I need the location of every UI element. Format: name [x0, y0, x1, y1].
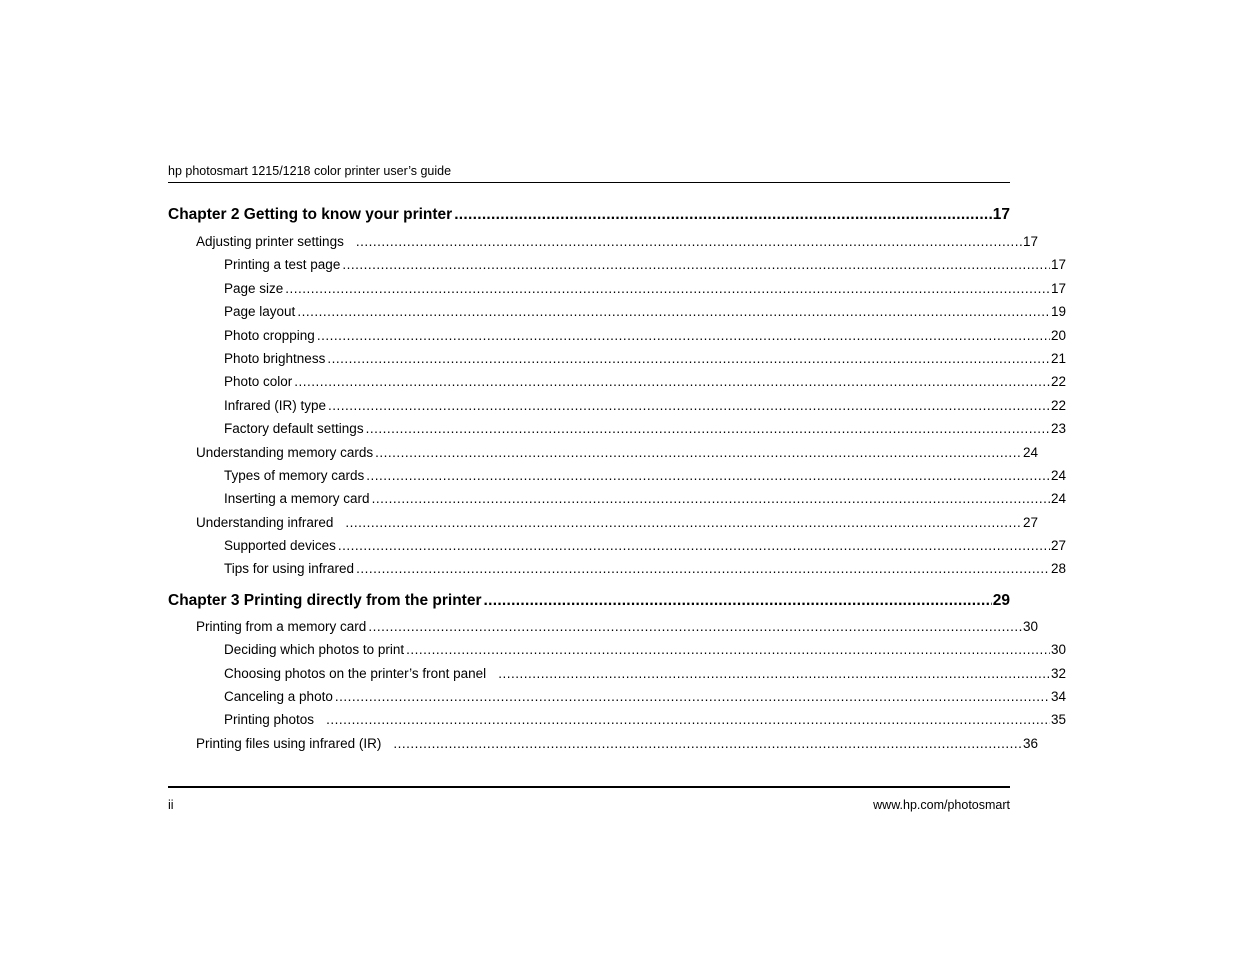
toc-leader [285, 277, 1050, 300]
toc-page-number: 36 [1022, 735, 1038, 751]
toc-leader [342, 253, 1050, 276]
header-rule [168, 182, 1010, 183]
toc-page-number: 24 [1050, 467, 1066, 483]
toc-leader [406, 638, 1050, 661]
toc-entry-label: Printing files using infrared (IR) [196, 735, 382, 751]
toc-entry-adjusting-printer-settings[interactable] [168, 230, 1038, 253]
toc-leader [375, 441, 1022, 464]
footer-url: www.hp.com/photosmart [873, 798, 1010, 812]
footer-rule [168, 786, 1010, 788]
toc-entry-label: Page layout [224, 304, 296, 320]
toc-entry-deciding-which-photos-to-print[interactable] [168, 638, 1066, 661]
toc-chapter-title: Chapter 3 Printing directly from the printer [168, 591, 482, 609]
toc-chapter-3[interactable] [168, 587, 1010, 615]
toc-entry-label: Types of memory cards [224, 467, 365, 483]
toc-leader [326, 708, 1050, 731]
toc-entry-page-size[interactable] [168, 277, 1066, 300]
table-of-contents [168, 200, 1066, 755]
toc-entry-types-of-memory-cards[interactable] [168, 464, 1066, 487]
toc-page-number: 32 [1050, 665, 1066, 681]
toc-leader [454, 200, 992, 230]
toc-entry-canceling-a-photo[interactable] [168, 685, 1066, 708]
toc-page-number: 24 [1050, 491, 1066, 507]
toc-entry-label: Canceling a photo [224, 689, 333, 705]
toc-entry-label: Printing a test page [224, 257, 341, 273]
toc-entry-label: Printing photos [224, 712, 315, 728]
toc-page-number: 17 [1022, 234, 1038, 249]
toc-page-number: 29 [992, 591, 1010, 609]
toc-page-number: 24 [1022, 444, 1038, 460]
toc-page-number: 28 [1050, 561, 1066, 577]
footer-page-number: ii [168, 798, 174, 812]
toc-leader [368, 615, 1022, 638]
running-header: hp photosmart 1215/1218 color printer user’s guide [168, 164, 452, 178]
toc-leader [294, 370, 1050, 393]
toc-entry-photo-cropping[interactable] [168, 324, 1066, 347]
toc-page-number: 22 [1050, 397, 1066, 413]
toc-entry-understanding-infrared[interactable] [168, 511, 1038, 534]
toc-page-number: 30 [1050, 642, 1066, 658]
toc-page-number: 17 [1050, 280, 1066, 296]
toc-leader [317, 324, 1050, 347]
toc-page-number: 30 [1022, 618, 1038, 634]
toc-entry-label: Infrared (IR) type [224, 397, 327, 413]
toc-entry-label: Factory default settings [224, 421, 364, 437]
toc-entry-label: Photo cropping [224, 327, 315, 343]
toc-page-number: 27 [1050, 538, 1066, 554]
toc-leader [366, 464, 1050, 487]
toc-leader [484, 587, 992, 615]
toc-page-number: 20 [1050, 327, 1066, 343]
toc-leader [345, 511, 1022, 534]
toc-entry-photo-brightness[interactable] [168, 347, 1066, 370]
toc-page-number: 17 [992, 206, 1010, 223]
toc-page-number: 34 [1050, 689, 1066, 705]
toc-leader [297, 300, 1050, 323]
toc-chapter-2[interactable] [168, 200, 1010, 230]
toc-entry-label: Photo color [224, 374, 293, 390]
toc-leader [393, 732, 1022, 755]
document-page [168, 0, 1066, 954]
toc-entry-label: Tips for using infrared [224, 561, 355, 577]
toc-entry-infrared-ir-type[interactable] [168, 394, 1066, 417]
toc-page-number: 19 [1050, 304, 1066, 320]
toc-entry-label: Inserting a memory card [224, 491, 370, 507]
toc-entry-choosing-photos-front-panel[interactable] [168, 662, 1066, 685]
toc-leader [356, 557, 1050, 580]
toc-entry-photo-color[interactable] [168, 370, 1066, 393]
toc-entry-supported-devices[interactable] [168, 534, 1066, 557]
toc-leader [335, 685, 1050, 708]
toc-page-number: 27 [1022, 514, 1038, 530]
toc-entry-label: Choosing photos on the printer’s front panel [224, 665, 487, 681]
toc-page-number: 21 [1050, 350, 1066, 366]
toc-entry-understanding-memory-cards[interactable] [168, 441, 1038, 464]
toc-entry-label: Supported devices [224, 538, 336, 554]
toc-entry-label: Deciding which photos to print [224, 642, 405, 658]
toc-entry-label: Adjusting printer settings [196, 234, 344, 249]
toc-entry-label: Understanding infrared [196, 514, 334, 530]
toc-entry-inserting-a-memory-card[interactable] [168, 487, 1066, 510]
toc-entry-tips-for-using-infrared[interactable] [168, 557, 1066, 580]
toc-page-number: 17 [1050, 257, 1066, 273]
toc-entry-printing-a-test-page[interactable] [168, 253, 1066, 276]
toc-leader [366, 417, 1050, 440]
toc-chapter-title: Chapter 2 Getting to know your printer [168, 206, 453, 223]
toc-entry-printing-files-using-infrared[interactable] [168, 732, 1038, 755]
toc-page-number: 35 [1050, 712, 1066, 728]
toc-entry-label: Page size [224, 280, 284, 296]
toc-entry-printing-photos[interactable] [168, 708, 1066, 731]
toc-entry-label: Photo brightness [224, 350, 326, 366]
toc-entry-page-layout[interactable] [168, 300, 1066, 323]
toc-leader [498, 662, 1050, 685]
toc-leader [328, 394, 1050, 417]
toc-entry-label: Understanding memory cards [196, 444, 374, 460]
toc-leader [356, 230, 1022, 253]
toc-page-number: 23 [1050, 421, 1066, 437]
toc-entry-printing-from-a-memory-card[interactable] [168, 615, 1038, 638]
toc-page-number: 22 [1050, 374, 1066, 390]
toc-leader [338, 534, 1050, 557]
toc-entry-label: Printing from a memory card [196, 618, 367, 634]
toc-leader [372, 487, 1050, 510]
toc-leader [327, 347, 1050, 370]
toc-entry-factory-default-settings[interactable] [168, 417, 1066, 440]
